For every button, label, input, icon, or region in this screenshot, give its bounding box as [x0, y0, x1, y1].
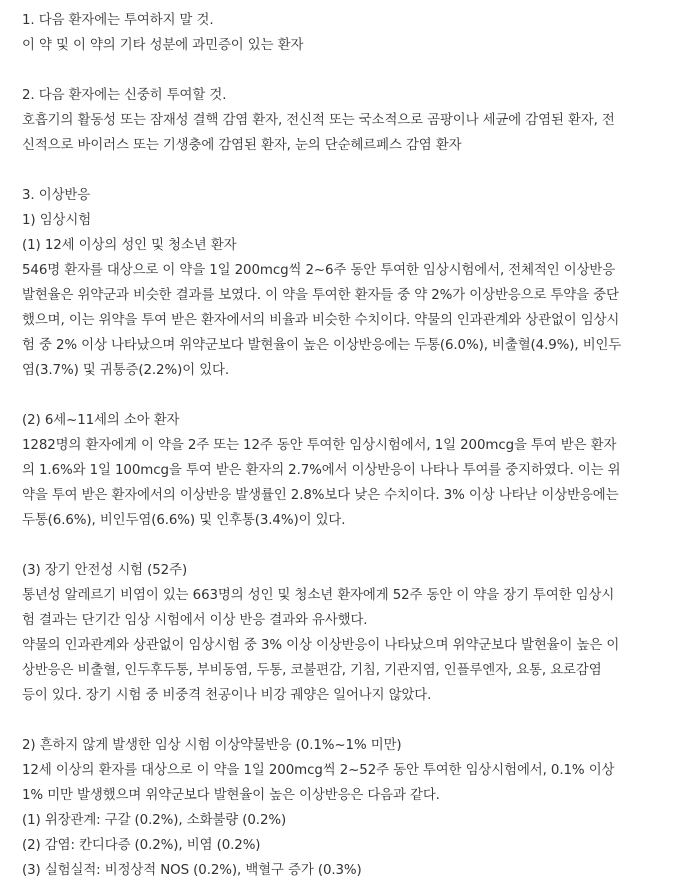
text-line: 등이 있다. 장기 시험 중 비중격 천공이나 비강 궤양은 일어나지 않았다. — [22, 688, 432, 703]
list-item: (3) 실험실적: 비정상적 NOS (0.2%), 백혈구 증가 (0.3%) — [22, 863, 362, 878]
spacer — [22, 58, 682, 83]
subsection-heading: 2) 흔하지 않게 발생한 임상 시험 이상약물반응 (0.1%~1% 미만) — [22, 738, 402, 753]
spacer — [22, 158, 682, 183]
spacer — [22, 533, 682, 558]
section-heading: 2. 다음 환자에는 신중히 투여할 것. — [22, 88, 227, 103]
text-line: 염(3.7%) 및 귀통증(2.2%)이 있다. — [22, 363, 230, 378]
list-item: (1) 위장관계: 구갈 (0.2%), 소화불량 (0.2%) — [22, 813, 287, 828]
text-line: 두통(6.6%), 비인두염(6.6%) 및 인후통(3.4%)이 있다. — [22, 513, 346, 528]
block-title: (3) 장기 안전성 시험 (52주) — [22, 563, 188, 578]
text-line: 통년성 알레르기 비염이 있는 663명의 성인 및 청소년 환자에게 52주 동안 이 약을 장기 투여한 임상시 — [22, 588, 615, 603]
list-item: (2) 감염: 칸디다증 (0.2%), 비염 (0.2%) — [22, 838, 261, 853]
text-line: 했으며, 이는 위약을 투여 받은 환자에서의 비율과 비슷한 수치이다. 약물의 인과관계와 상관없이 임상시 — [22, 313, 620, 328]
text-line: 발현율은 위약군과 비슷한 결과를 보였다. 이 약을 투여한 환자들 중 약 2%가 이상반응으로 투약을 중단 — [22, 288, 619, 303]
text-line: 약물의 인과관계와 상관없이 임상시험 중 3% 이상 이상반응이 나타났으며 위약군보다 발현율이 높은 이 — [22, 638, 620, 653]
document-body — [22, 8, 682, 883]
text-line: 신적으로 바이러스 또는 기생충에 감염된 환자, 눈의 단순헤르페스 감염 환자 — [22, 138, 462, 153]
block-uncommon-reactions — [22, 733, 682, 883]
section-contraindications — [22, 8, 682, 58]
text-line: 상반응은 비출혈, 인두후두통, 부비동염, 두통, 코불편감, 기침, 기관지염, 인플루엔자, 요통, 요로감염 — [22, 663, 602, 678]
section-adverse-reactions — [22, 183, 682, 883]
text-line: 약을 투여 받은 환자에서의 이상반응 발생률인 2.8%보다 낮은 수치이다. 3% 이상 나타난 이상반응에는 — [22, 488, 619, 503]
spacer — [22, 383, 682, 408]
text-line: 험 중 2% 이상 나타났으며 위약군보다 발현율이 높은 이상반응에는 두통(6.0%), 비출혈(4.9%), 비인두 — [22, 338, 622, 353]
text-line: 험 결과는 단기간 임상 시험에서 이상 반응 결과와 유사했다. — [22, 613, 368, 628]
section-heading: 1. 다음 환자에는 투여하지 말 것. — [22, 13, 214, 28]
text-line: 호흡기의 활동성 또는 잠재성 결핵 감염 환자, 전신적 또는 국소적으로 곰팡이나 세균에 감염된 환자, 전 — [22, 113, 615, 128]
text-line: 546명 환자를 대상으로 이 약을 1일 200mcg씩 2~6주 동안 투여한 임상시험에서, 전체적인 이상반응 — [22, 263, 616, 278]
section-heading: 3. 이상반응 — [22, 188, 91, 203]
block-title: (2) 6세~11세의 소아 환자 — [22, 413, 180, 428]
text-line: 이 약 및 이 약의 기타 성분에 과민증이 있는 환자 — [22, 38, 304, 53]
text-line: 1282명의 환자에게 이 약을 2주 또는 12주 동안 투여한 임상시험에서, 1일 200mcg을 투여 받은 환자 — [22, 438, 617, 453]
section-precautions — [22, 83, 682, 158]
block-long-term-safety — [22, 558, 682, 708]
subsection-heading: 1) 임상시험 — [22, 213, 92, 228]
block-title: (1) 12세 이상의 성인 및 청소년 환자 — [22, 238, 237, 253]
text-line: 1% 미만 발생했으며 위약군보다 발현율이 높은 이상반응은 다음과 같다. — [22, 788, 440, 803]
text-line: 12세 이상의 환자를 대상으로 이 약을 1일 200mcg씩 2~52주 동안 투여한 임상시험에서, 0.1% 이상 — [22, 763, 615, 778]
spacer — [22, 708, 682, 733]
block-adults-adolescents — [22, 233, 682, 383]
block-children — [22, 408, 682, 533]
text-line: 의 1.6%와 1일 100mcg을 투여 받은 환자의 2.7%에서 이상반응이 나타나 투여를 중지하였다. 이는 위 — [22, 463, 621, 478]
